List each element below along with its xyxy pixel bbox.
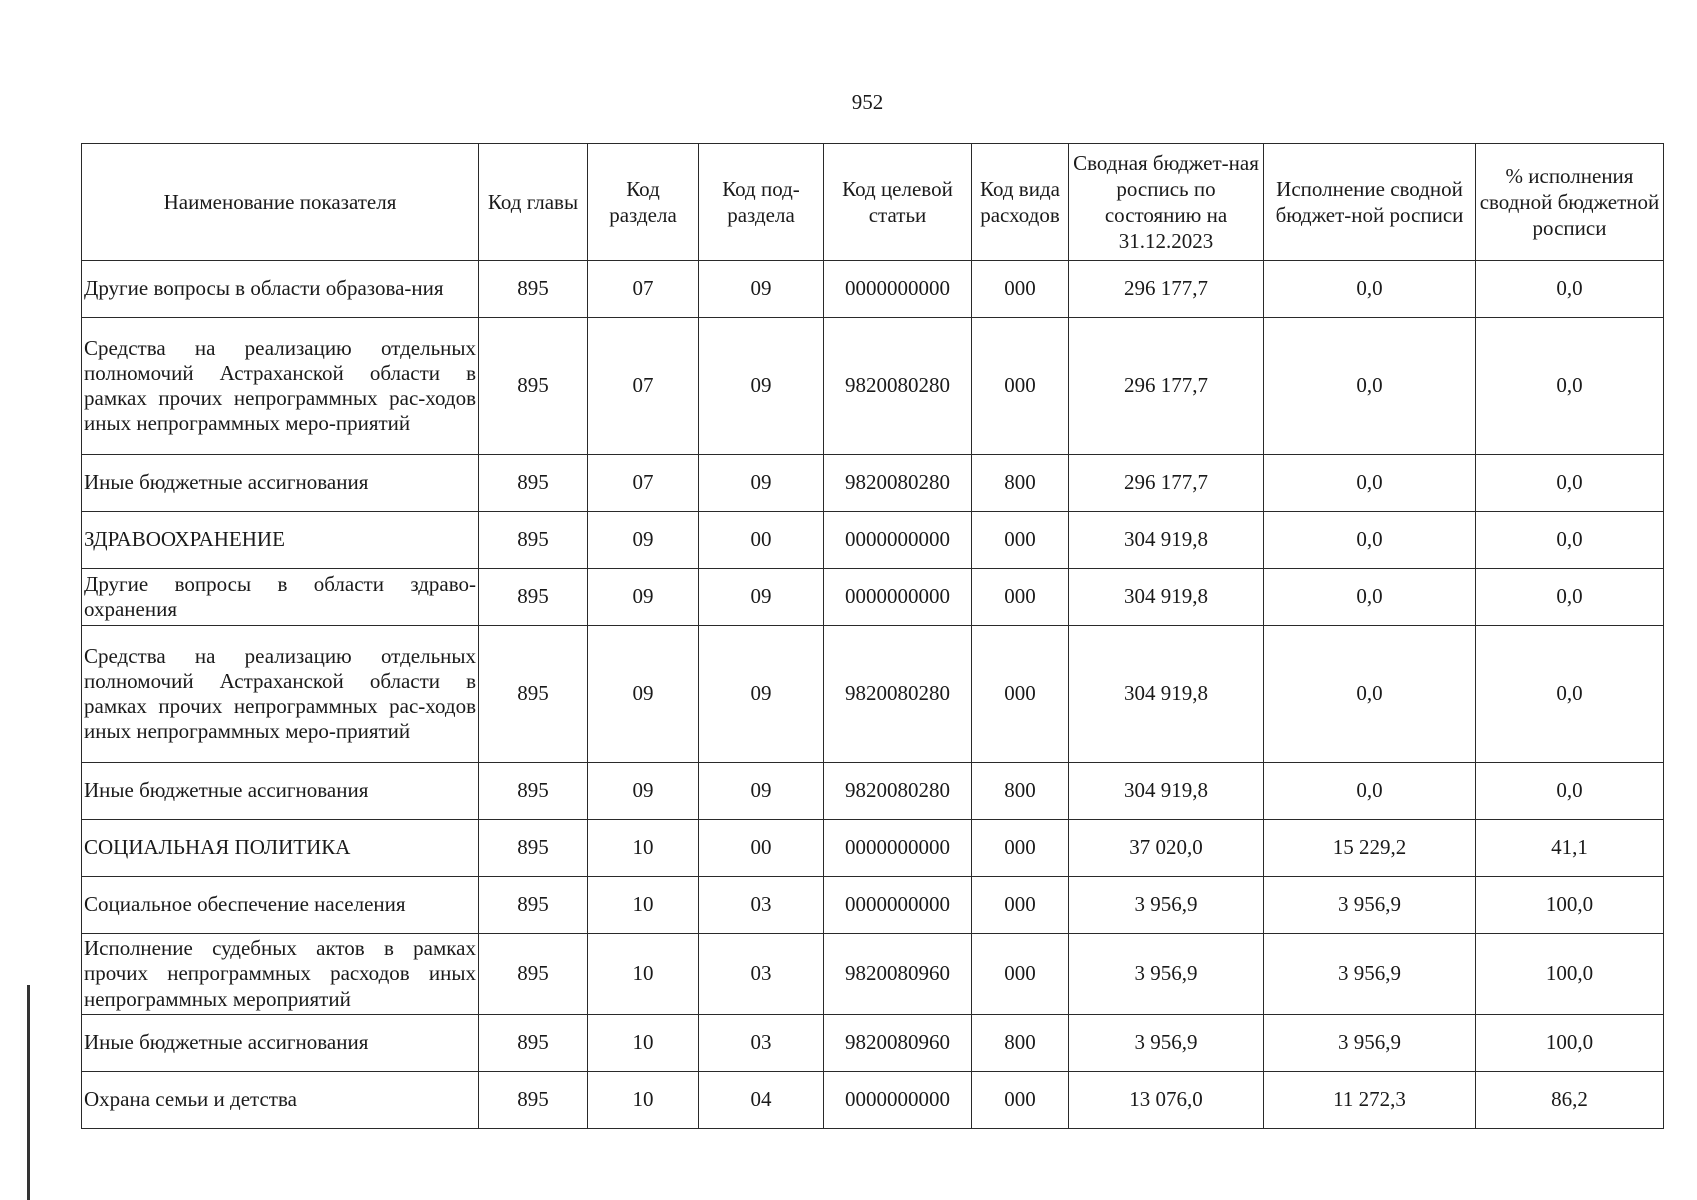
cell-budget-execution: 11 272,3 bbox=[1264, 1072, 1476, 1129]
cell-expense-type-code: 000 bbox=[972, 1072, 1069, 1129]
cell-budget-plan: 296 177,7 bbox=[1069, 261, 1264, 318]
header-indicator-name: Наименование показателя bbox=[82, 144, 479, 261]
cell-section-code: 09 bbox=[588, 626, 699, 763]
table-header-row bbox=[82, 144, 1664, 261]
header-chapter-code: Код главы bbox=[479, 144, 588, 261]
cell-execution-percent: 0,0 bbox=[1476, 626, 1664, 763]
table-row bbox=[82, 1072, 1664, 1129]
cell-subsection-code: 09 bbox=[699, 569, 824, 626]
cell-target-article-code: 0000000000 bbox=[824, 512, 972, 569]
header-target-article-code: Код целевой статьи bbox=[824, 144, 972, 261]
cell-target-article-code: 9820080280 bbox=[824, 763, 972, 820]
cell-target-article-code: 0000000000 bbox=[824, 820, 972, 877]
cell-subsection-code: 03 bbox=[699, 877, 824, 934]
cell-expense-type-code: 000 bbox=[972, 569, 1069, 626]
cell-section-code: 10 bbox=[588, 877, 699, 934]
cell-execution-percent: 0,0 bbox=[1476, 512, 1664, 569]
cell-budget-execution: 0,0 bbox=[1264, 763, 1476, 820]
cell-execution-percent: 0,0 bbox=[1476, 763, 1664, 820]
cell-indicator-name: Средства на реализацию отдельных полномочий Астраханской области в рамках прочих непрограммных рас-ходов иных непрограммных меро-приятий bbox=[82, 318, 479, 455]
cell-subsection-code: 09 bbox=[699, 626, 824, 763]
cell-expense-type-code: 000 bbox=[972, 512, 1069, 569]
table-row bbox=[82, 455, 1664, 512]
cell-section-code: 07 bbox=[588, 455, 699, 512]
cell-execution-percent: 0,0 bbox=[1476, 318, 1664, 455]
cell-budget-execution: 0,0 bbox=[1264, 512, 1476, 569]
margin-line bbox=[27, 985, 30, 1200]
cell-chapter-code: 895 bbox=[479, 934, 588, 1015]
cell-indicator-name: Охрана семьи и детства bbox=[82, 1072, 479, 1129]
cell-chapter-code: 895 bbox=[479, 877, 588, 934]
cell-chapter-code: 895 bbox=[479, 1015, 588, 1072]
cell-indicator-name: СОЦИАЛЬНАЯ ПОЛИТИКА bbox=[82, 820, 479, 877]
cell-budget-plan: 3 956,9 bbox=[1069, 1015, 1264, 1072]
cell-section-code: 09 bbox=[588, 763, 699, 820]
cell-section-code: 07 bbox=[588, 261, 699, 318]
table-row bbox=[82, 626, 1664, 763]
cell-expense-type-code: 000 bbox=[972, 877, 1069, 934]
cell-budget-execution: 0,0 bbox=[1264, 626, 1476, 763]
cell-execution-percent: 86,2 bbox=[1476, 1072, 1664, 1129]
cell-chapter-code: 895 bbox=[479, 820, 588, 877]
cell-budget-plan: 296 177,7 bbox=[1069, 455, 1264, 512]
cell-budget-plan: 304 919,8 bbox=[1069, 626, 1264, 763]
cell-budget-execution: 0,0 bbox=[1264, 569, 1476, 626]
cell-subsection-code: 00 bbox=[699, 512, 824, 569]
cell-indicator-name: Исполнение судебных актов в рамках прочих непрограммных расходов иных непрограммных мероприятий bbox=[82, 934, 479, 1015]
cell-indicator-name: Другие вопросы в области образова-ния bbox=[82, 261, 479, 318]
header-budget-execution: Исполнение сводной бюджет-ной росписи bbox=[1264, 144, 1476, 261]
cell-indicator-name: ЗДРАВООХРАНЕНИЕ bbox=[82, 512, 479, 569]
cell-target-article-code: 9820080280 bbox=[824, 626, 972, 763]
cell-target-article-code: 0000000000 bbox=[824, 261, 972, 318]
budget-execution-table bbox=[81, 143, 1664, 1129]
table-row bbox=[82, 512, 1664, 569]
cell-budget-plan: 13 076,0 bbox=[1069, 1072, 1264, 1129]
cell-budget-execution: 15 229,2 bbox=[1264, 820, 1476, 877]
cell-indicator-name: Иные бюджетные ассигнования bbox=[82, 1015, 479, 1072]
cell-budget-execution: 0,0 bbox=[1264, 455, 1476, 512]
cell-chapter-code: 895 bbox=[479, 569, 588, 626]
cell-section-code: 10 bbox=[588, 1072, 699, 1129]
cell-budget-execution: 0,0 bbox=[1264, 318, 1476, 455]
cell-chapter-code: 895 bbox=[479, 455, 588, 512]
cell-budget-execution: 0,0 bbox=[1264, 261, 1476, 318]
cell-indicator-name: Средства на реализацию отдельных полномочий Астраханской области в рамках прочих непрограммных рас-ходов иных непрограммных меро-приятий bbox=[82, 626, 479, 763]
cell-section-code: 09 bbox=[588, 512, 699, 569]
cell-execution-percent: 0,0 bbox=[1476, 261, 1664, 318]
cell-execution-percent: 41,1 bbox=[1476, 820, 1664, 877]
cell-expense-type-code: 000 bbox=[972, 626, 1069, 763]
cell-budget-plan: 304 919,8 bbox=[1069, 569, 1264, 626]
cell-subsection-code: 09 bbox=[699, 763, 824, 820]
table-row bbox=[82, 261, 1664, 318]
cell-indicator-name: Социальное обеспечение населения bbox=[82, 877, 479, 934]
cell-chapter-code: 895 bbox=[479, 626, 588, 763]
cell-execution-percent: 100,0 bbox=[1476, 1015, 1664, 1072]
cell-subsection-code: 03 bbox=[699, 934, 824, 1015]
cell-execution-percent: 100,0 bbox=[1476, 934, 1664, 1015]
cell-chapter-code: 895 bbox=[479, 512, 588, 569]
cell-execution-percent: 100,0 bbox=[1476, 877, 1664, 934]
cell-subsection-code: 09 bbox=[699, 318, 824, 455]
cell-subsection-code: 00 bbox=[699, 820, 824, 877]
table-row bbox=[82, 569, 1664, 626]
cell-expense-type-code: 000 bbox=[972, 820, 1069, 877]
cell-budget-plan: 304 919,8 bbox=[1069, 763, 1264, 820]
cell-budget-plan: 37 020,0 bbox=[1069, 820, 1264, 877]
table-row bbox=[82, 820, 1664, 877]
cell-target-article-code: 9820080280 bbox=[824, 455, 972, 512]
cell-expense-type-code: 800 bbox=[972, 1015, 1069, 1072]
cell-target-article-code: 9820080960 bbox=[824, 934, 972, 1015]
cell-subsection-code: 09 bbox=[699, 261, 824, 318]
cell-budget-plan: 3 956,9 bbox=[1069, 934, 1264, 1015]
table-row bbox=[82, 318, 1664, 455]
cell-expense-type-code: 800 bbox=[972, 763, 1069, 820]
cell-subsection-code: 03 bbox=[699, 1015, 824, 1072]
cell-section-code: 09 bbox=[588, 569, 699, 626]
cell-budget-execution: 3 956,9 bbox=[1264, 934, 1476, 1015]
cell-budget-plan: 304 919,8 bbox=[1069, 512, 1264, 569]
header-section-code: Код раздела bbox=[588, 144, 699, 261]
cell-budget-plan: 296 177,7 bbox=[1069, 318, 1264, 455]
cell-subsection-code: 04 bbox=[699, 1072, 824, 1129]
table-row bbox=[82, 1015, 1664, 1072]
cell-section-code: 10 bbox=[588, 934, 699, 1015]
cell-indicator-name: Другие вопросы в области здраво-охранения bbox=[82, 569, 479, 626]
table-row bbox=[82, 877, 1664, 934]
header-execution-percent: % исполнения сводной бюджетной росписи bbox=[1476, 144, 1664, 261]
cell-target-article-code: 0000000000 bbox=[824, 569, 972, 626]
cell-budget-plan: 3 956,9 bbox=[1069, 877, 1264, 934]
cell-chapter-code: 895 bbox=[479, 318, 588, 455]
cell-target-article-code: 0000000000 bbox=[824, 877, 972, 934]
cell-section-code: 10 bbox=[588, 1015, 699, 1072]
cell-chapter-code: 895 bbox=[479, 261, 588, 318]
cell-execution-percent: 0,0 bbox=[1476, 455, 1664, 512]
cell-indicator-name: Иные бюджетные ассигнования bbox=[82, 763, 479, 820]
header-expense-type-code: Код вида расходов bbox=[972, 144, 1069, 261]
cell-budget-execution: 3 956,9 bbox=[1264, 1015, 1476, 1072]
cell-chapter-code: 895 bbox=[479, 1072, 588, 1129]
cell-expense-type-code: 000 bbox=[972, 934, 1069, 1015]
cell-target-article-code: 0000000000 bbox=[824, 1072, 972, 1129]
header-subsection-code: Код под-раздела bbox=[699, 144, 824, 261]
cell-subsection-code: 09 bbox=[699, 455, 824, 512]
cell-indicator-name: Иные бюджетные ассигнования bbox=[82, 455, 479, 512]
cell-target-article-code: 9820080280 bbox=[824, 318, 972, 455]
cell-target-article-code: 9820080960 bbox=[824, 1015, 972, 1072]
header-budget-plan: Сводная бюджет-ная роспись по состоянию на 31.12.2023 bbox=[1069, 144, 1264, 261]
cell-expense-type-code: 000 bbox=[972, 318, 1069, 455]
table-row bbox=[82, 763, 1664, 820]
cell-expense-type-code: 800 bbox=[972, 455, 1069, 512]
cell-section-code: 10 bbox=[588, 820, 699, 877]
cell-section-code: 07 bbox=[588, 318, 699, 455]
cell-execution-percent: 0,0 bbox=[1476, 569, 1664, 626]
cell-expense-type-code: 000 bbox=[972, 261, 1069, 318]
cell-chapter-code: 895 bbox=[479, 763, 588, 820]
cell-budget-execution: 3 956,9 bbox=[1264, 877, 1476, 934]
page-number: 952 bbox=[851, 90, 884, 114]
table-row bbox=[82, 934, 1664, 1015]
